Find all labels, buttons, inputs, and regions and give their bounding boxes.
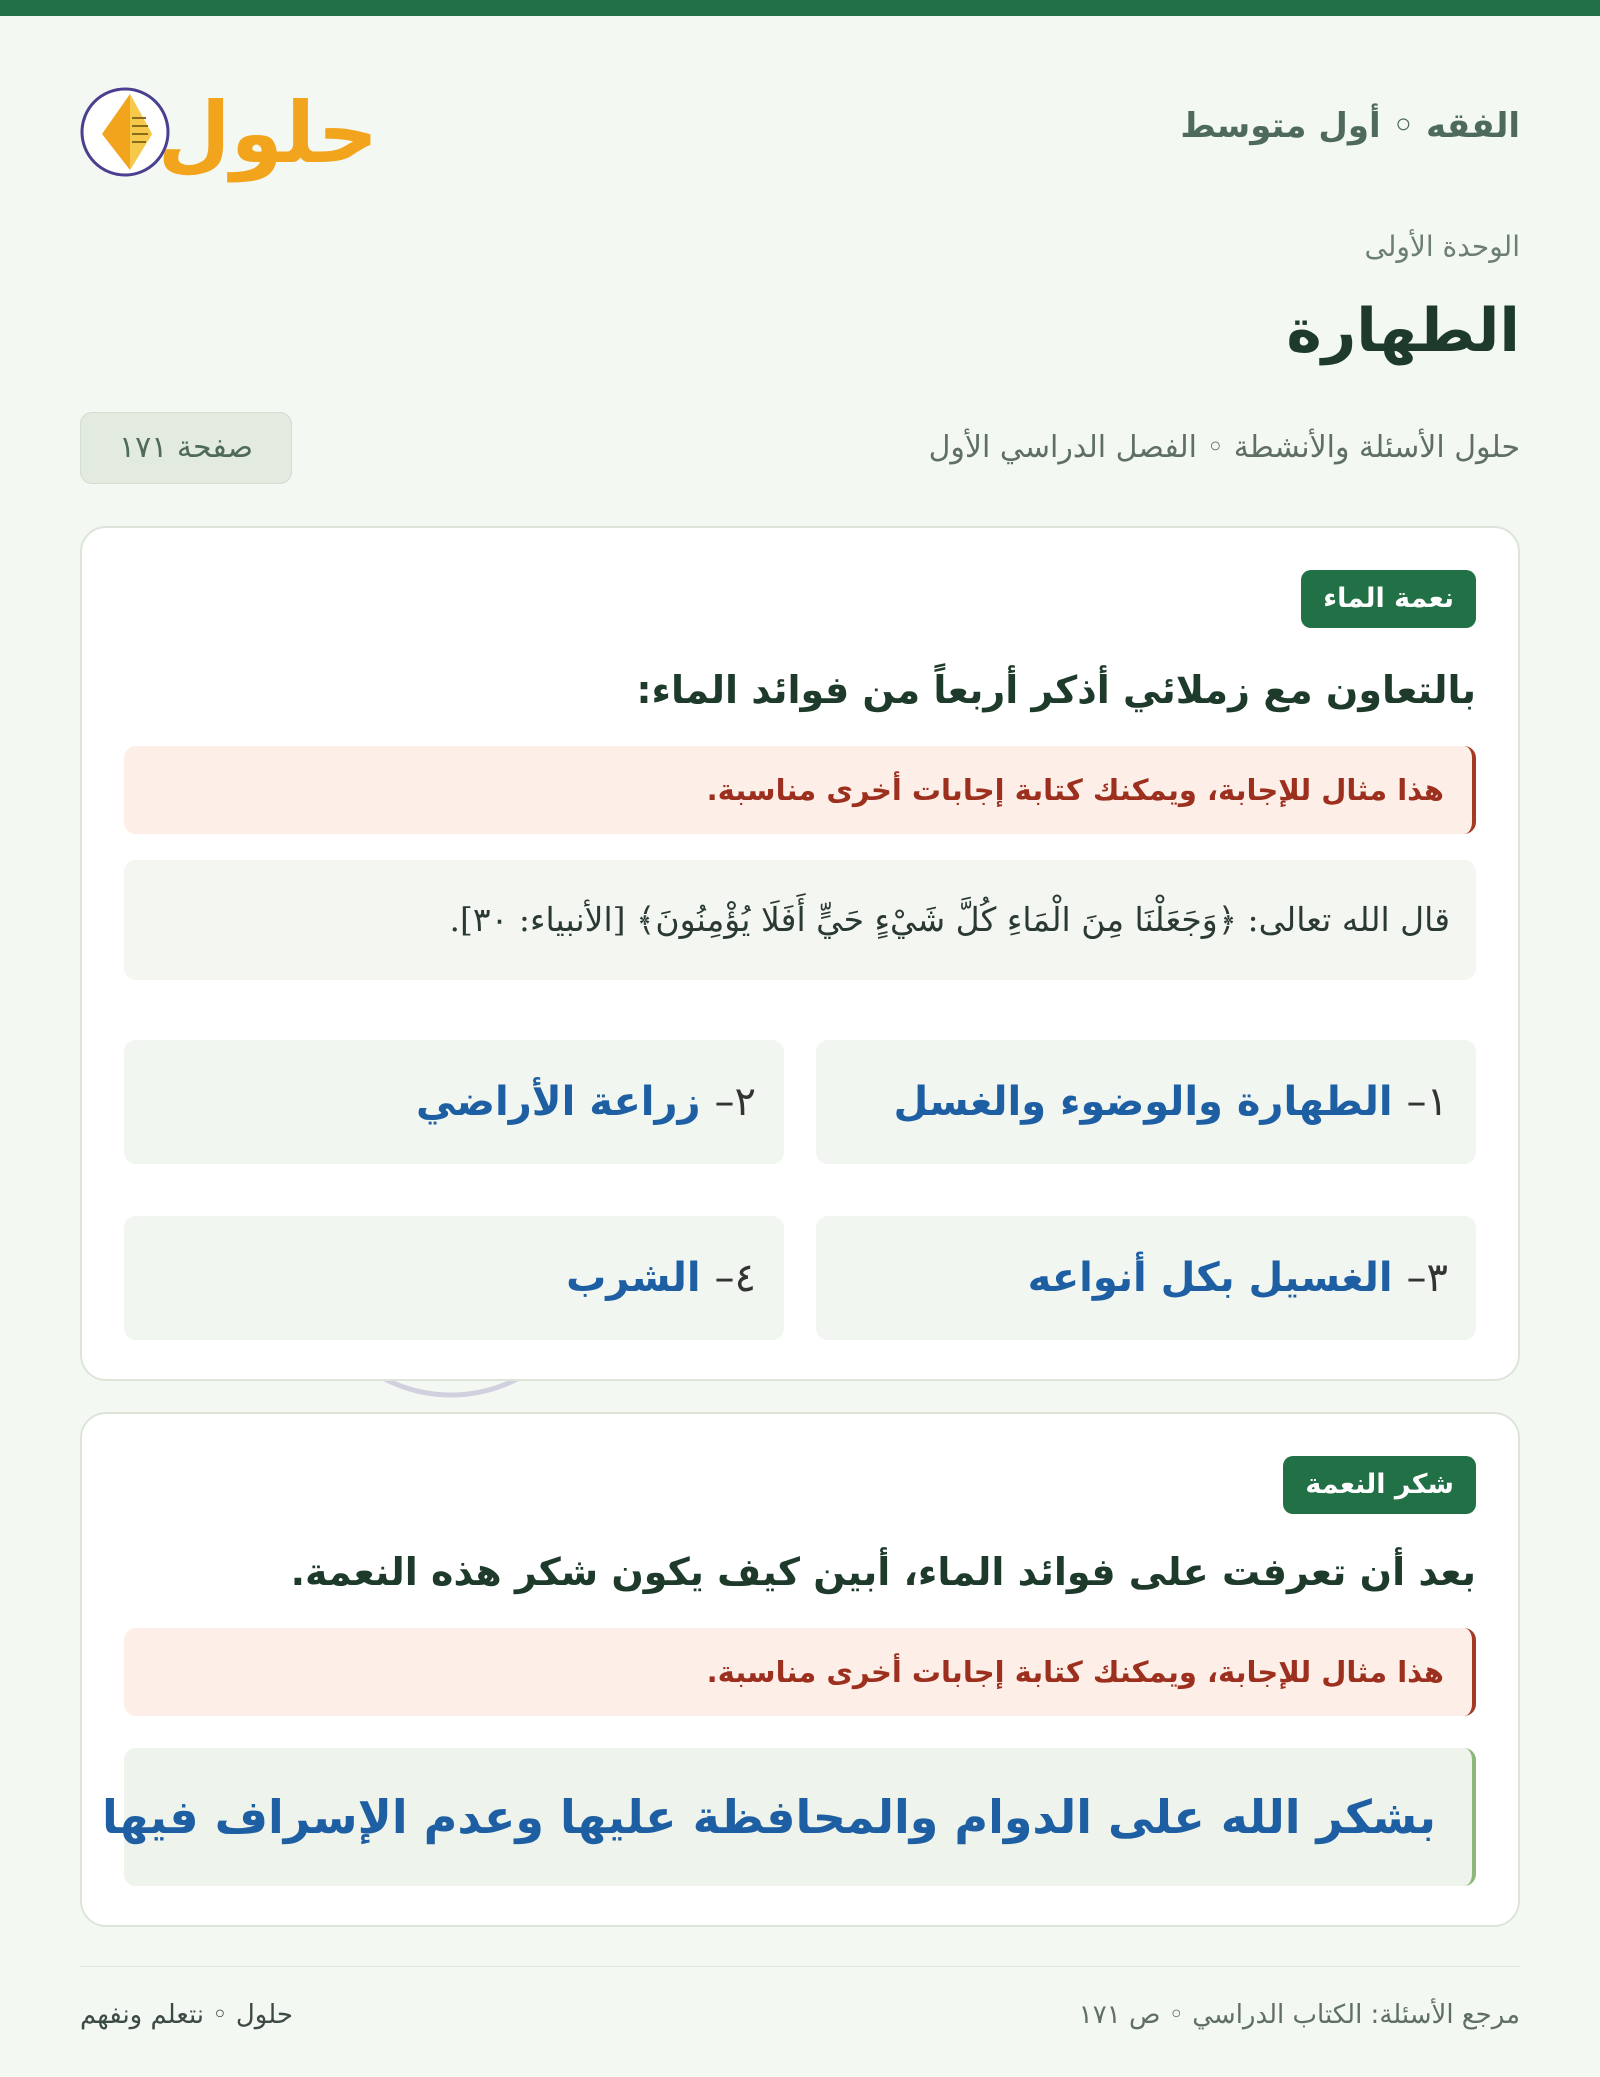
page-number-badge: صفحة ١٧١ [80, 412, 292, 484]
answer-item [816, 1040, 1476, 1164]
subject-grade: الفقه ◦ أول متوسط [1180, 106, 1520, 146]
section-meta: حلول الأسئلة والأنشطة ◦ الفصل الدراسي الأول [928, 430, 1520, 465]
footer-reference: مرجع الأسئلة: الكتاب الدراسي ◦ ص ١٧١ [1078, 2000, 1520, 2030]
page-title: الطهارة [1286, 296, 1520, 366]
answer-note: هذا مثال للإجابة، ويمكنك كتابة إجابات أخرى مناسبة. [124, 1628, 1476, 1716]
logo-icon [80, 62, 380, 192]
answer-item [816, 1216, 1476, 1340]
footer-divider [80, 1966, 1520, 1967]
answer-text: بشكر الله على الدوام والمحافظة عليها وعدم الإسراف فيها [124, 1748, 1476, 1886]
footer-brand: حلول ◦ نتعلم ونفهم [80, 2000, 293, 2030]
header [80, 62, 1520, 192]
answer-text: الغسيل بكل أنواعه [1027, 1255, 1393, 1301]
water-blessing-card [80, 526, 1520, 1381]
hulool-logo[interactable] [80, 62, 380, 192]
answer-number: ١– [1406, 1079, 1448, 1125]
gratitude-card [80, 1412, 1520, 1927]
answer-number: ٤– [714, 1255, 756, 1301]
section-tag: نعمة الماء [1301, 570, 1476, 628]
section-tag: شكر النعمة [1283, 1456, 1476, 1514]
answer-number: ٢– [714, 1079, 756, 1125]
top-accent-bar [0, 0, 1600, 16]
answer-note: هذا مثال للإجابة، ويمكنك كتابة إجابات أخرى مناسبة. [124, 746, 1476, 834]
quran-quote: قال الله تعالى: ﴿وَجَعَلْنَا مِنَ الْمَاءِ كُلَّ شَيْءٍ حَيٍّ أَفَلَا يُؤْمِنُونَ﴾ [الأنبياء: ٣٠]. [124, 860, 1476, 980]
answer-text: الشرب [566, 1255, 701, 1301]
logo-text: حلول [157, 84, 379, 182]
answer-text: زراعة الأراضي [415, 1079, 701, 1125]
question-text: بعد أن تعرفت على فوائد الماء، أبين كيف يكون شكر هذه النعمة. [290, 1550, 1476, 1594]
answer-item [124, 1216, 784, 1340]
question-text: بالتعاون مع زملائي أذكر أربعاً من فوائد الماء: [636, 668, 1476, 712]
answer-item [124, 1040, 784, 1164]
unit-label: الوحدة الأولى [1364, 230, 1520, 263]
answer-text: الطهارة والوضوء والغسل [893, 1079, 1393, 1125]
answer-number: ٣– [1406, 1255, 1448, 1301]
